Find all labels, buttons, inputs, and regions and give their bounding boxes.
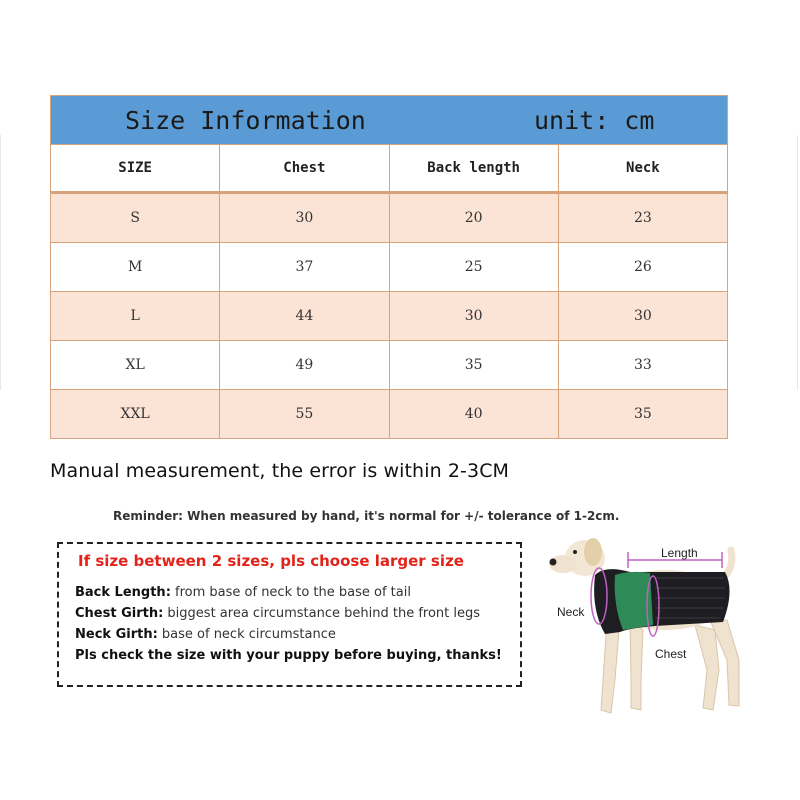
- header-cell-chest: Chest: [219, 145, 388, 191]
- definition-text: from base of neck to the base of tail: [170, 585, 411, 600]
- neck-cell: 33: [558, 341, 727, 389]
- neck-cell: 35: [558, 390, 727, 438]
- header-cell-back-length: Back length: [389, 145, 558, 191]
- table-unit: unit: cm: [534, 106, 655, 135]
- chest-cell: 49: [219, 341, 388, 389]
- size-cell: M: [127, 259, 143, 275]
- neck-cell: 30: [558, 292, 727, 340]
- size-cell: XXL: [120, 406, 150, 422]
- table-row: [51, 242, 727, 291]
- neck-cell: 26: [558, 243, 727, 291]
- dog-eye: [573, 550, 577, 554]
- dog-ear: [584, 538, 602, 566]
- chest-cell: 55: [219, 390, 388, 438]
- dog-coat: [594, 569, 729, 634]
- back-length-cell: 35: [389, 341, 558, 389]
- check-size-reminder: [75, 648, 502, 663]
- chest-cell: 44: [219, 292, 388, 340]
- dog-front-leg: [630, 620, 643, 710]
- size-cell: L: [130, 308, 140, 324]
- definition-label: Pls check the size with your puppy before buying, thanks!: [75, 648, 502, 663]
- size-cell: S: [130, 210, 140, 226]
- table-row: [51, 291, 727, 340]
- dog-nose: [550, 559, 557, 566]
- chest-cell: 30: [219, 194, 388, 242]
- manual-measurement-note: Manual measurement, the error is within 2-3CM: [50, 460, 510, 482]
- left-edge-line: [0, 135, 1, 390]
- dog-front-leg: [601, 620, 619, 713]
- reminder-text: Reminder: When measured by hand, it's normal for +/- tolerance of 1-2cm.: [113, 509, 620, 523]
- size-cell: XL: [125, 357, 145, 373]
- dog-illustration: [535, 530, 775, 725]
- chest-label: Chest: [655, 647, 687, 661]
- chest-girth-definition: [75, 606, 480, 621]
- neck-label: Neck: [557, 605, 585, 619]
- back-length-cell: 25: [389, 243, 558, 291]
- table-title: Size Information: [125, 106, 366, 135]
- header-cell-size: SIZE: [118, 160, 152, 176]
- back-length-cell: 40: [389, 390, 558, 438]
- header-cell-neck: Neck: [558, 145, 727, 191]
- table-row: [51, 193, 727, 242]
- back-length-definition: [75, 585, 411, 600]
- definition-label: Neck Girth:: [75, 627, 158, 642]
- right-edge-line: [797, 135, 798, 390]
- table-row: [51, 389, 727, 438]
- neck-cell: 23: [558, 194, 727, 242]
- size-table: [50, 95, 728, 439]
- back-length-cell: 30: [389, 292, 558, 340]
- definition-label: Chest Girth:: [75, 606, 164, 621]
- size-advice-title: If size between 2 sizes, pls choose larger size: [78, 552, 464, 570]
- length-label: Length: [661, 546, 698, 560]
- definition-text: base of neck circumstance: [157, 627, 336, 642]
- back-length-cell: 20: [389, 194, 558, 242]
- dog-measurement-diagram: [535, 530, 775, 725]
- table-banner: [51, 96, 727, 145]
- definition-label: Back Length:: [75, 585, 171, 600]
- dog-hind-leg: [695, 625, 719, 710]
- table-row: [51, 340, 727, 389]
- chest-cell: 37: [219, 243, 388, 291]
- table-header-row: [51, 145, 727, 193]
- neck-girth-definition: [75, 627, 336, 642]
- size-advice-box: [57, 542, 522, 687]
- definition-text: biggest area circumstance behind the front legs: [163, 606, 481, 621]
